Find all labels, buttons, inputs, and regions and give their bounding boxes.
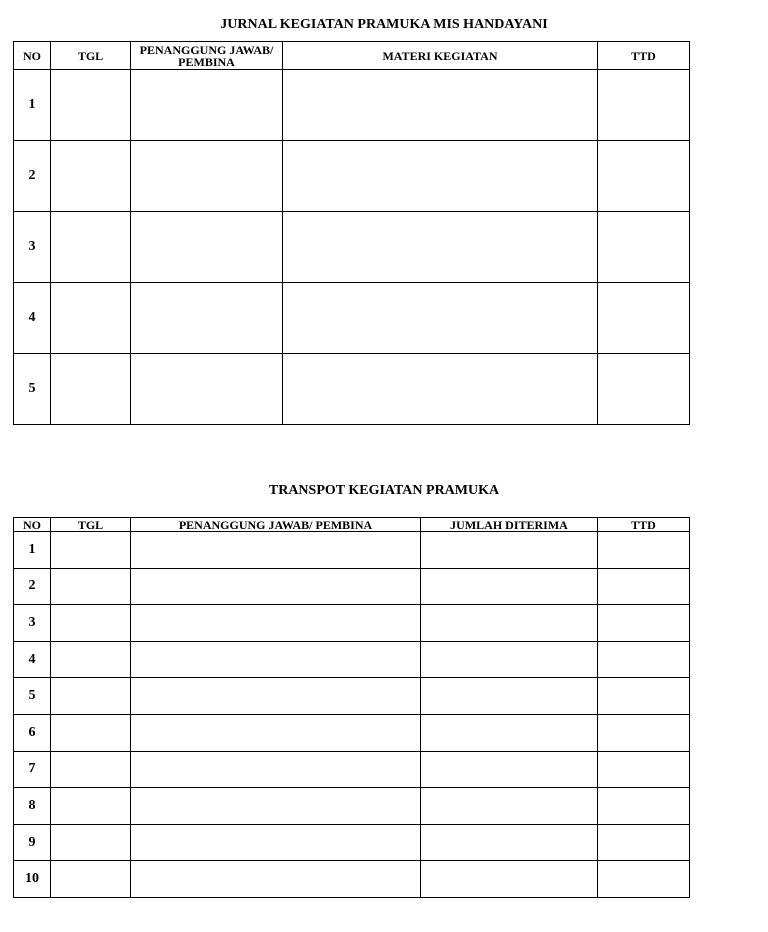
ttd-cell[interactable] — [598, 212, 690, 283]
tgl-cell[interactable] — [51, 788, 131, 825]
jumlah-cell[interactable] — [421, 824, 598, 861]
penanggung-cell[interactable] — [131, 678, 421, 715]
table-row — [14, 70, 690, 141]
tgl-cell[interactable] — [51, 751, 131, 788]
tgl-cell[interactable] — [51, 714, 131, 751]
tgl-cell[interactable] — [51, 354, 131, 425]
penanggung-cell[interactable] — [131, 532, 421, 569]
row-number: 4 — [14, 641, 51, 678]
penanggung-cell[interactable] — [131, 788, 421, 825]
row-number: 6 — [14, 714, 51, 751]
table-row — [14, 641, 690, 678]
penanggung-cell[interactable] — [131, 568, 421, 605]
ttd-cell[interactable] — [598, 678, 690, 715]
transport-table — [13, 517, 690, 898]
jumlah-cell[interactable] — [421, 678, 598, 715]
ttd-cell[interactable] — [598, 714, 690, 751]
table-row — [14, 568, 690, 605]
tgl-cell[interactable] — [51, 605, 131, 642]
penanggung-cell[interactable] — [131, 751, 421, 788]
materi-cell[interactable] — [283, 354, 598, 425]
ttd-cell[interactable] — [598, 641, 690, 678]
ttd-cell[interactable] — [598, 751, 690, 788]
tgl-cell[interactable] — [51, 678, 131, 715]
jurnal-table — [13, 41, 690, 425]
tgl-cell[interactable] — [51, 824, 131, 861]
ttd-cell[interactable] — [598, 568, 690, 605]
tgl-cell[interactable] — [51, 861, 131, 898]
ttd-cell[interactable] — [598, 354, 690, 425]
penanggung-cell[interactable] — [131, 283, 283, 354]
table-row — [14, 283, 690, 354]
materi-cell[interactable] — [283, 212, 598, 283]
jurnal-header-penanggung — [131, 42, 283, 70]
table-row — [14, 861, 690, 898]
row-number: 4 — [14, 283, 51, 354]
tgl-cell[interactable] — [51, 532, 131, 569]
row-number: 2 — [14, 568, 51, 605]
transport-header-no: NO — [14, 518, 51, 532]
ttd-cell[interactable] — [598, 788, 690, 825]
penanggung-cell[interactable] — [131, 824, 421, 861]
penanggung-cell[interactable] — [131, 605, 421, 642]
jumlah-cell[interactable] — [421, 861, 598, 898]
jumlah-cell[interactable] — [421, 641, 598, 678]
row-number: 10 — [14, 861, 51, 898]
jumlah-cell[interactable] — [421, 605, 598, 642]
row-number: 9 — [14, 824, 51, 861]
jurnal-header-penanggung-line2: PEMBINA — [178, 54, 235, 69]
transport-header-jumlah: JUMLAH DITERIMA — [421, 518, 598, 532]
row-number: 5 — [14, 354, 51, 425]
penanggung-cell[interactable] — [131, 714, 421, 751]
transport-header-penanggung: PENANGGUNG JAWAB/ PEMBINA — [131, 518, 421, 532]
transport-header-tgl: TGL — [51, 518, 131, 532]
tgl-cell[interactable] — [51, 283, 131, 354]
jumlah-cell[interactable] — [421, 714, 598, 751]
ttd-cell[interactable] — [598, 605, 690, 642]
row-number: 2 — [14, 141, 51, 212]
table-row — [14, 824, 690, 861]
penanggung-cell[interactable] — [131, 70, 283, 141]
tgl-cell[interactable] — [51, 568, 131, 605]
jurnal-header-tgl: TGL — [51, 42, 131, 70]
row-number: 1 — [14, 532, 51, 569]
jurnal-header-no: NO — [14, 42, 51, 70]
table-row — [14, 788, 690, 825]
jurnal-header-ttd: TTD — [598, 42, 690, 70]
table-row — [14, 751, 690, 788]
tgl-cell[interactable] — [51, 212, 131, 283]
ttd-cell[interactable] — [598, 283, 690, 354]
ttd-cell[interactable] — [598, 824, 690, 861]
jumlah-cell[interactable] — [421, 532, 598, 569]
ttd-cell[interactable] — [598, 141, 690, 212]
tgl-cell[interactable] — [51, 70, 131, 141]
ttd-cell[interactable] — [598, 70, 690, 141]
table-row — [14, 141, 690, 212]
row-number: 3 — [14, 605, 51, 642]
tgl-cell[interactable] — [51, 641, 131, 678]
transport-title: TRANSPOT KEGIATAN PRAMUKA — [268, 483, 500, 498]
jurnal-header-materi: MATERI KEGIATAN — [283, 42, 598, 70]
ttd-cell[interactable] — [598, 861, 690, 898]
penanggung-cell[interactable] — [131, 354, 283, 425]
jumlah-cell[interactable] — [421, 788, 598, 825]
row-number: 1 — [14, 70, 51, 141]
penanggung-cell[interactable] — [131, 861, 421, 898]
row-number: 7 — [14, 751, 51, 788]
table-row — [14, 532, 690, 569]
row-number: 5 — [14, 678, 51, 715]
row-number: 8 — [14, 788, 51, 825]
penanggung-cell[interactable] — [131, 212, 283, 283]
tgl-cell[interactable] — [51, 141, 131, 212]
table-row — [14, 714, 690, 751]
materi-cell[interactable] — [283, 283, 598, 354]
materi-cell[interactable] — [283, 141, 598, 212]
jurnal-title: JURNAL KEGIATAN PRAMUKA MIS HANDAYANI — [220, 17, 548, 32]
transport-header-ttd: TTD — [598, 518, 690, 532]
table-row — [14, 212, 690, 283]
materi-cell[interactable] — [283, 70, 598, 141]
table-row — [14, 605, 690, 642]
table-row — [14, 354, 690, 425]
penanggung-cell[interactable] — [131, 641, 421, 678]
jumlah-cell[interactable] — [421, 751, 598, 788]
penanggung-cell[interactable] — [131, 141, 283, 212]
transport-header-row — [14, 518, 690, 532]
ttd-cell[interactable] — [598, 532, 690, 569]
jumlah-cell[interactable] — [421, 568, 598, 605]
row-number: 3 — [14, 212, 51, 283]
table-row — [14, 678, 690, 715]
jurnal-header-row — [14, 42, 690, 70]
jurnal-header-penanggung-line1: PENANGGUNG JAWAB/ — [139, 42, 274, 57]
